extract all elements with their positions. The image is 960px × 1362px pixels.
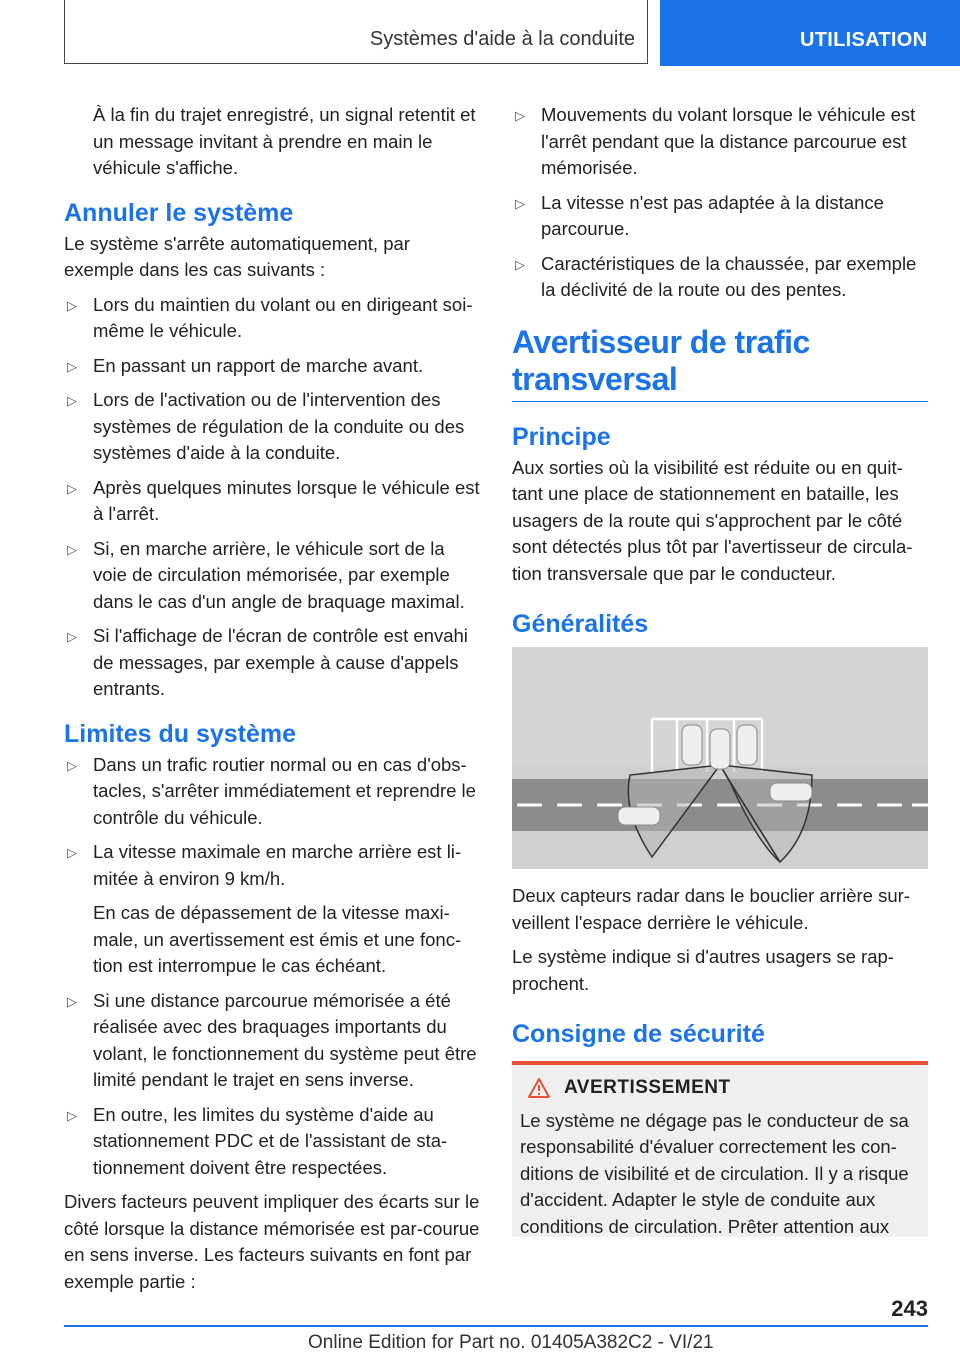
general-text-1: Deux capteurs radar dans le bouclier arrière sur-veillent l'espace derrière le véhicule.	[512, 885, 910, 933]
list-item: ▷ En passant un rapport de marche avant.	[64, 353, 480, 380]
list-item: ▷ La vitesse n'est pas adaptée à la distance parcourue.	[515, 191, 884, 239]
list-item: ▷ Si une distance parcourue mémorisée a été réalisée avec des braquages importants du volant, le fonctionnement du système peut être limité pendant le trajet en sens inverse.	[67, 989, 477, 1090]
triangle-bullet-icon: ▷	[67, 358, 77, 374]
list-item: ▷ Après quelques minutes lorsque le véhicule est à l'arrêt.	[67, 476, 480, 524]
factors-list	[512, 102, 928, 304]
triangle-bullet-icon: ▷	[67, 845, 77, 860]
main-section-title: Avertisseur de trafic transversal	[512, 323, 810, 397]
triangle-bullet-icon: ▷	[515, 108, 525, 123]
warning-label: AVERTISSEMENT	[564, 1077, 731, 1098]
header-section-box	[64, 0, 648, 64]
general-text-2: Le système indique si d'autres usagers se rap-prochent.	[512, 946, 894, 994]
triangle-bullet-icon: ▷	[515, 256, 525, 272]
edition-note: Online Edition for Part no. 01405A382C2 - VI/21	[308, 1332, 714, 1353]
triangle-bullet-icon: ▷	[67, 297, 77, 313]
header-tab[interactable]	[660, 0, 960, 66]
triangle-bullet-icon: ▷	[67, 393, 77, 408]
safety-heading: Consigne de sécurité	[512, 1020, 765, 1048]
limits-heading: Limites du système	[64, 719, 297, 748]
warning-header	[528, 1075, 922, 1102]
right-column	[512, 102, 928, 1237]
list-item: ▷ La vitesse maximale en marche arrière est li-mitée à environ 9 km/h. En cas de dépassement de la vitesse maxi-male, un avertissement est émis et une fonc-tion est interrompue le cas échéant.	[64, 839, 480, 980]
limits-list	[64, 752, 480, 1182]
page-number: 243	[891, 1296, 928, 1321]
intro-paragraph: À la fin du trajet enregistré, un signal retentit et un message invitant à prendre en main le véhicule s'affiche.	[93, 104, 476, 178]
left-column	[64, 102, 480, 1303]
header-section-title: Systèmes d'aide à la conduite	[369, 28, 635, 50]
limits-outro: Divers facteurs peuvent impliquer des écarts sur le côté lorsque la distance mémorisée est par-courue en sens inverse. Les facteurs suivants en font par exemple partie :	[64, 1191, 480, 1292]
triangle-bullet-icon: ▷	[67, 541, 77, 557]
triangle-bullet-icon: ▷	[67, 993, 77, 1009]
principle-heading: Principe	[512, 422, 611, 451]
general-heading: Généralités	[512, 610, 649, 638]
list-item: ▷ Si, en marche arrière, le véhicule sort de la voie de circulation mémorisée, par exemple dans le cas d'un angle de braquage maximal.	[67, 537, 465, 612]
cancel-list	[64, 292, 480, 703]
triangle-bullet-icon: ▷	[67, 629, 77, 644]
list-item: ▷ Lors de l'activation ou de l'intervention des systèmes de régulation de la conduite ou des systèmes d'aide à la conduite.	[67, 389, 465, 463]
list-item: ▷ Dans un trafic routier normal ou en cas d'obs-tacles, s'arrêter immédiatement et reprendre le contrôle du véhicule.	[67, 753, 476, 828]
list-item: ▷ Mouvements du volant lorsque le véhicule est l'arrêt pendant que la distance parcourue est mémorisée.	[515, 104, 916, 178]
warning-text: Le système ne dégage pas le conducteur de sa responsabilité d'évaluer correctement les con-ditions de visibilité et de circulation. Il y a risque d'accident. Adapter le style de conduite aux conditions de circulation. Prêter attention aux	[520, 1109, 909, 1237]
list-item-extra: En cas de dépassement de la vitesse maxi-male, un avertissement est émis et une fonc-tion est interrompue le cas échéant.	[93, 902, 462, 976]
warning-triangle-icon	[528, 1078, 550, 1098]
triangle-bullet-icon: ▷	[67, 1107, 77, 1123]
warning-box	[512, 1061, 928, 1237]
footer-rule	[64, 1325, 928, 1327]
cross-traffic-illustration	[512, 647, 928, 869]
triangle-bullet-icon: ▷	[67, 757, 77, 773]
triangle-bullet-icon: ▷	[67, 480, 77, 496]
list-item: ▷ Lors du maintien du volant ou en dirigeant soi-même le véhicule.	[67, 293, 473, 341]
cancel-heading: Annuler le système	[64, 198, 294, 227]
list-item: ▷ En outre, les limites du système d'aide au stationnement PDC et de l'assistant de sta-tionnement doivent être respectées.	[67, 1103, 448, 1178]
parking-radar-diagram	[512, 647, 928, 869]
header-tab-label: UTILISATION	[800, 29, 928, 51]
principle-text: Aux sorties où la visibilité est réduite ou en quit-tant une place de stationnement en bataille, les usagers de la route qui s'approchent par le côté sont détectés plus tôt par l'avertisseur de circula-tion transversale que par le conducteur.	[512, 456, 913, 584]
list-item: ▷ Caractéristiques de la chaussée, par exemple la déclivité de la route ou des pentes.	[515, 252, 917, 300]
list-item: ▷ Si l'affichage de l'écran de contrôle est envahi de messages, par exemple à cause d'appels entrants.	[67, 625, 468, 699]
triangle-bullet-icon: ▷	[515, 195, 525, 211]
title-rule	[512, 401, 928, 402]
cancel-text: Le système s'arrête automatiquement, par exemple dans les cas suivants :	[64, 232, 410, 280]
